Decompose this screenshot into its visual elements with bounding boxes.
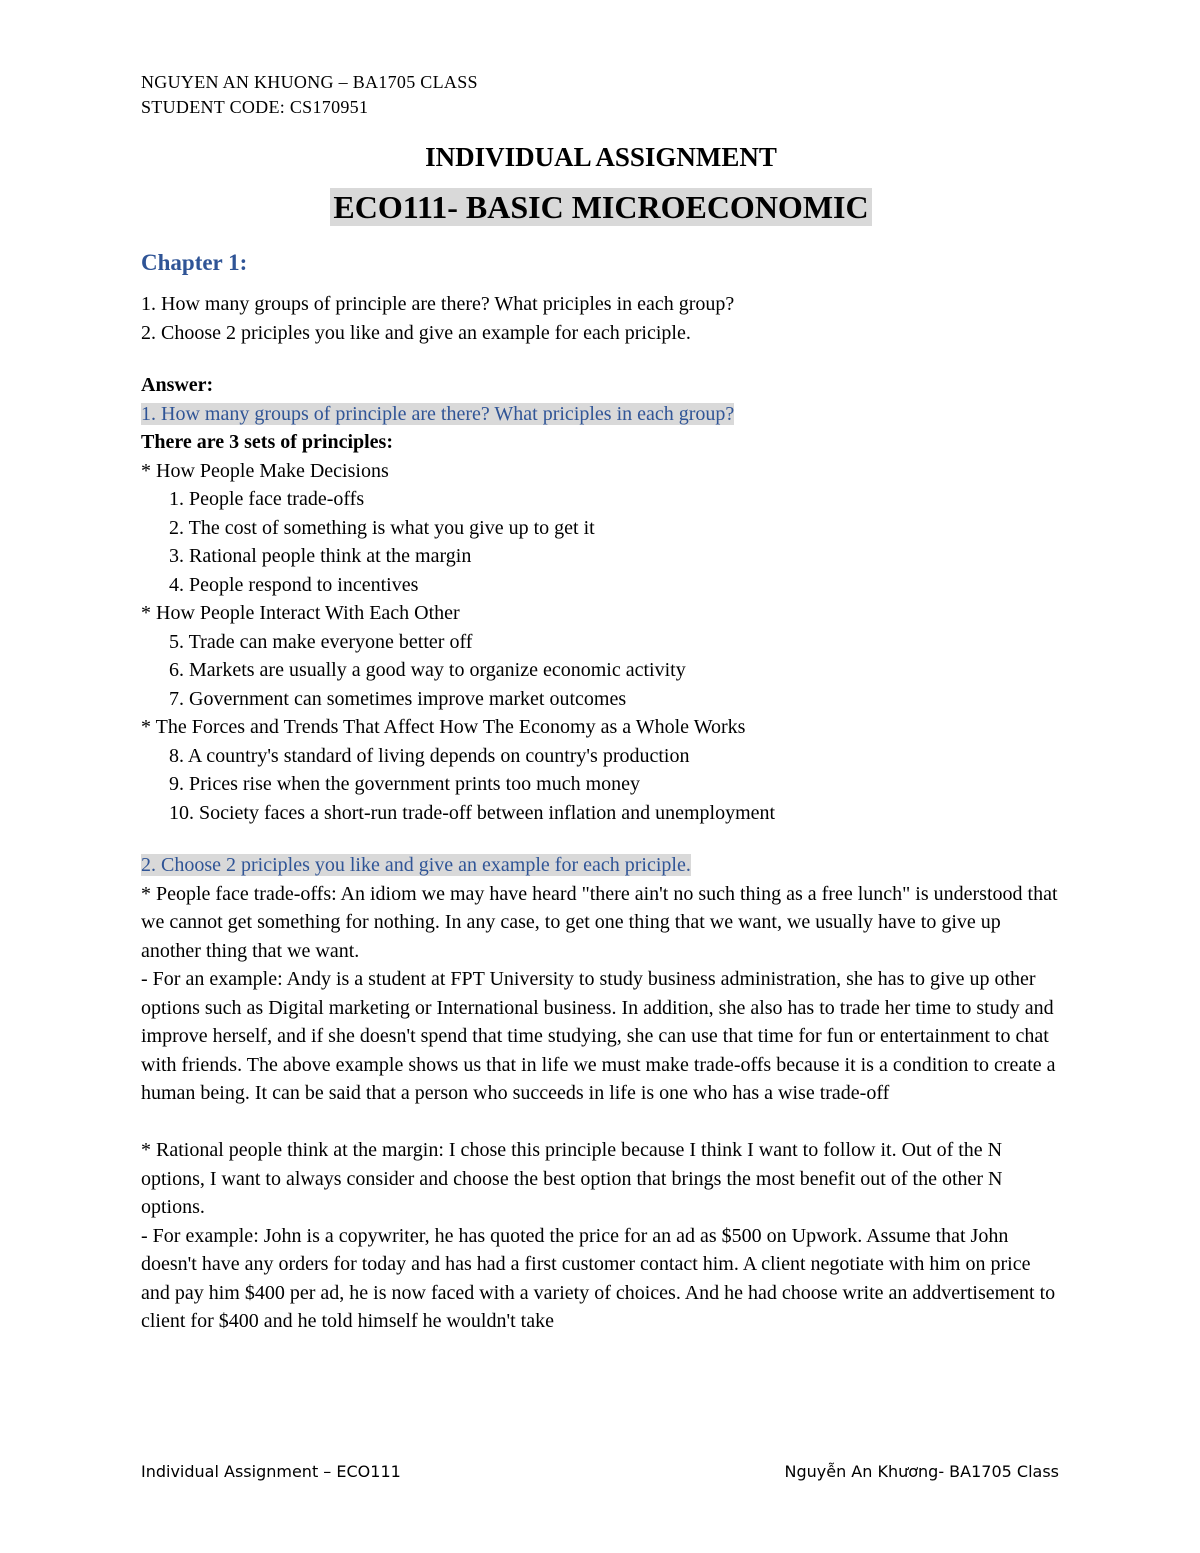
group-2-heading: * How People Interact With Each Other — [141, 602, 460, 624]
principle-item: 7. Government can sometimes improve market outcomes — [169, 687, 627, 710]
question-1: 1. How many groups of principle are there? What priciples in each group? — [141, 293, 735, 315]
footer-left: Individual Assignment – ECO111 — [141, 1462, 401, 1481]
answer1-intro: There are 3 sets of principles: — [141, 431, 394, 453]
document-title: INDIVIDUAL ASSIGNMENT — [425, 142, 777, 172]
answer2-paragraph-3: * Rational people think at the margin: I chose this principle because I think I want to follow it. Out of the N options, I want to always consider and choose the best option that brings the most benefit out of the other N options. — [141, 1139, 1003, 1218]
principle-item: 1. People face trade-offs — [169, 488, 365, 510]
answer2-paragraph-1: * People face trade-offs: An idiom we may have heard "there ain't no such thing as a free lunch" is understood that we cannot get something for nothing. In any case, to get one thing that we want, we usually have to give up another thing that we want. — [141, 882, 1058, 962]
course-title-wrap — [141, 188, 1061, 226]
header-name-line: NGUYEN AN KHUONG – BA1705 CLASS — [141, 72, 478, 92]
principle-item: 6. Markets are usually a good way to organize economic activity — [169, 659, 686, 681]
principle-item: 8. A country's standard of living depends on country's production — [169, 744, 690, 767]
question-2: 2. Choose 2 priciples you like and give an example for each priciple. — [141, 321, 691, 344]
answer2-paragraph-4: - For example: John is a copywriter, he has quoted the price for an ad as $500 on Upwork. Assume that John doesn't have any orders for today and has had a first customer contact him. A client negotiate with him on price and pay him $400 per ad, he is now faced with a variety of choices. And he had choose write an addvertisement to client for $400 and he told himself he wouldn't take — [141, 1224, 1056, 1332]
principle-item: 10. Society faces a short-run trade-off between inflation and unemployment — [169, 801, 776, 824]
answer2-paragraph-2: - For an example: Andy is a student at FPT University to study business administration, she has to give up other options such as Digital marketing or International business. In addition, she also has to trade her time to study and improve herself, and if she doesn't spend that time studying, she can use that time for fun or entertainment to chat with friends. The above example shows us that in life we must make trade-offs because it is a condition to create a human being. It can be said that a person who succeeds in life is one who has a wise trade-off — [141, 968, 1056, 1104]
footer-right: Nguyễn An Khương- BA1705 Class — [784, 1462, 1059, 1481]
page-footer — [141, 1462, 1059, 1482]
principle-item: 5. Trade can make everyone better off — [169, 630, 473, 653]
chapter-heading: Chapter 1: — [141, 250, 248, 275]
answer1-question: 1. How many groups of principle are there? What priciples in each group? — [141, 402, 735, 425]
principle-item: 2. The cost of something is what you give up to get it — [169, 516, 595, 539]
page-content — [141, 70, 1061, 1336]
group-1-heading: * How People Make Decisions — [141, 459, 389, 482]
principle-item: 4. People respond to incentives — [169, 573, 419, 596]
course-title: ECO111- BASIC MICROECONOMIC — [330, 188, 871, 226]
answer2-question: 2. Choose 2 priciples you like and give an example for each priciple. — [141, 854, 691, 876]
answer-label: Answer: — [141, 374, 214, 396]
header-student-code: STUDENT CODE: CS170951 — [141, 97, 369, 117]
group-3-heading: * The Forces and Trends That Affect How The Economy as a Whole Works — [141, 716, 746, 738]
principle-item: 3. Rational people think at the margin — [169, 545, 472, 567]
principle-item: 9. Prices rise when the government prints too much money — [169, 773, 641, 795]
